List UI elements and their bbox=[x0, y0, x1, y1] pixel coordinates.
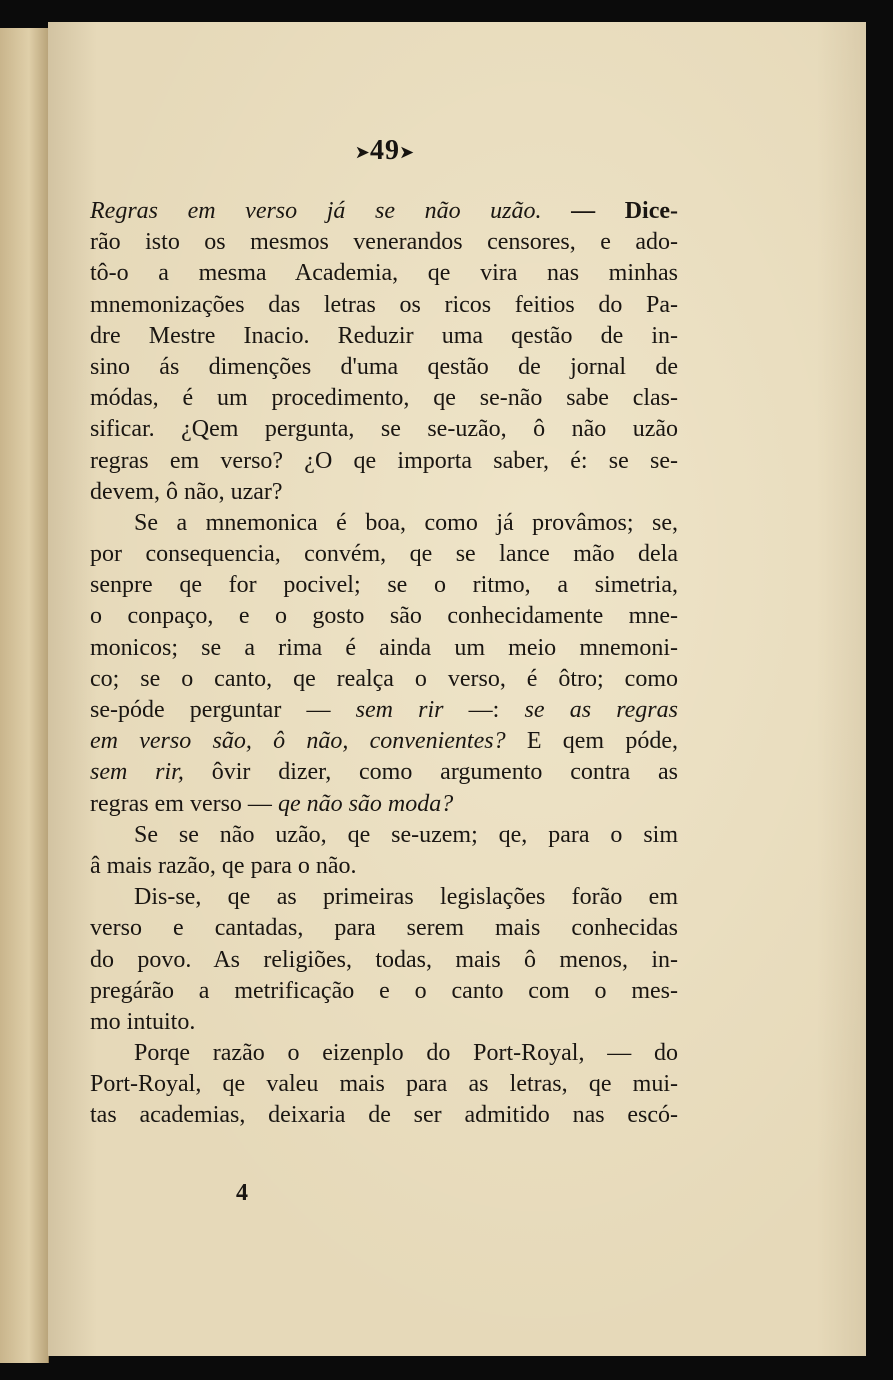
text-run: o conpaço, e o gosto são conhecidamente mne- bbox=[90, 603, 678, 630]
text-run: sem rir, bbox=[90, 759, 184, 786]
text-line bbox=[90, 945, 678, 976]
text-line bbox=[90, 321, 678, 352]
text-line bbox=[90, 196, 678, 227]
text-line bbox=[90, 539, 678, 570]
text-run: qe não são moda? bbox=[277, 790, 454, 817]
text-run: pregárão a metrificação e o canto com o mes- bbox=[90, 977, 678, 1004]
text-run: mnemonizações das letras os ricos feitios do Pa- bbox=[90, 291, 678, 318]
printer-signature-mark: 4 bbox=[236, 1180, 248, 1206]
facing-page-edge bbox=[0, 28, 49, 1363]
text-line bbox=[90, 820, 678, 851]
text-run: em verso são, ô não, convenientes? bbox=[90, 728, 506, 755]
text-run: senpre qe for pocivel; se o ritmo, a simetria, bbox=[90, 572, 678, 599]
text-line bbox=[90, 352, 678, 383]
text-line bbox=[90, 508, 678, 539]
text-line bbox=[90, 446, 678, 477]
text-run: devem, ô não, uzar? bbox=[90, 478, 283, 505]
page-number bbox=[340, 135, 430, 167]
text-line bbox=[90, 227, 678, 258]
ornament-right-icon: ➤ bbox=[400, 144, 415, 162]
text-run: sino ás dimenções d'uma qestão de jornal de bbox=[90, 353, 678, 380]
text-run: regras em verso — bbox=[90, 790, 278, 817]
page-number-value: 49 bbox=[370, 135, 400, 166]
text-line bbox=[90, 851, 678, 882]
text-run: — Dice- bbox=[541, 198, 678, 224]
text-run: módas, é um procedimento, qe se-não sabe clas- bbox=[90, 385, 678, 412]
text-run: verso e cantadas, para serem mais conhecidas bbox=[90, 915, 678, 942]
text-line bbox=[90, 757, 678, 788]
text-line bbox=[90, 414, 678, 445]
text-line bbox=[90, 664, 678, 695]
text-line bbox=[90, 477, 678, 508]
text-run: mo intuito. bbox=[90, 1008, 196, 1035]
text-run: Regras em verso já se não uzão. bbox=[90, 198, 542, 224]
text-run: tô-o a mesma Academia, qe vira nas minhas bbox=[90, 260, 678, 287]
text-line bbox=[90, 1038, 678, 1069]
text-run: regras em verso? ¿O qe importa saber, é: se se- bbox=[90, 447, 678, 474]
text-line bbox=[90, 976, 678, 1007]
ornament-left-icon: ➤ bbox=[355, 144, 370, 162]
text-run: E qem póde, bbox=[505, 728, 679, 755]
text-run: por consequencia, convém, qe se lance mão dela bbox=[90, 541, 678, 568]
text-line bbox=[90, 789, 678, 820]
text-run: —: bbox=[443, 697, 525, 723]
text-line bbox=[90, 695, 678, 726]
text-run: rão isto os mesmos venerandos censores, e ado- bbox=[90, 229, 678, 256]
text-run: dre Mestre Inacio. Reduzir uma qestão de in- bbox=[90, 322, 678, 349]
text-run: do povo. As religiões, todas, mais ô menos, in- bbox=[90, 946, 678, 973]
text-run: se as regras bbox=[524, 697, 678, 723]
text-run: sem rir bbox=[355, 697, 444, 723]
text-run: Port-Royal, qe valeu mais para as letras, qe mui- bbox=[90, 1071, 678, 1098]
text-run: Porqe razão o eizenplo do Port-Royal, — do bbox=[134, 1040, 678, 1067]
text-run: sificar. ¿Qem pergunta, se se-uzão, ô não uzão bbox=[90, 416, 678, 443]
text-line bbox=[90, 570, 678, 601]
text-line bbox=[90, 882, 678, 913]
text-line bbox=[90, 1069, 678, 1100]
text-line bbox=[90, 290, 678, 321]
body-text bbox=[90, 196, 678, 1132]
text-run: tas academias, deixaria de ser admitido nas escó- bbox=[90, 1102, 678, 1129]
text-line bbox=[90, 1100, 678, 1131]
text-run: monicos; se a rima é ainda um meio mnemoni- bbox=[90, 634, 678, 661]
text-run: Dis-se, qe as primeiras legislações forão em bbox=[134, 884, 678, 911]
text-line bbox=[90, 1007, 678, 1038]
text-run: se-póde perguntar — bbox=[90, 697, 356, 723]
text-line bbox=[90, 913, 678, 944]
text-line bbox=[90, 633, 678, 664]
text-line bbox=[90, 601, 678, 632]
text-run: Se se não uzão, qe se-uzem; qe, para o sim bbox=[134, 821, 678, 848]
text-line bbox=[90, 383, 678, 414]
text-run: ôvir dizer, como argumento contra as bbox=[183, 759, 679, 786]
text-line bbox=[90, 726, 678, 757]
text-run: co; se o canto, qe realça o verso, é ôtro; como bbox=[90, 665, 678, 692]
text-run: Se a mnemonica é boa, como já provâmos; se, bbox=[134, 509, 678, 536]
text-line bbox=[90, 258, 678, 289]
text-run: â mais razão, qe para o não. bbox=[90, 852, 357, 879]
